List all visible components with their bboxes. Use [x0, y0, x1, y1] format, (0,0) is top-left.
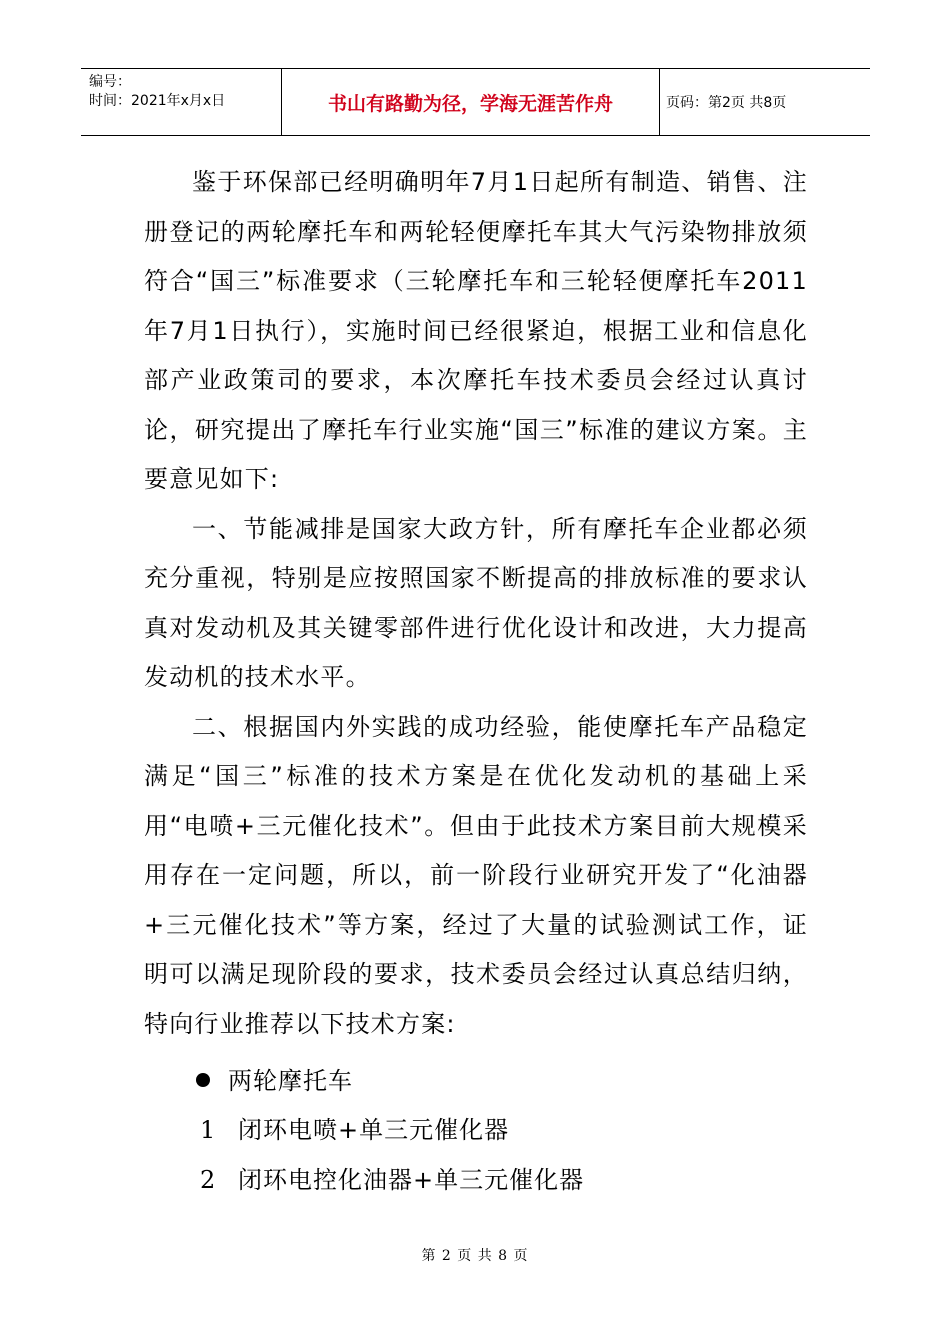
- list-item: [200, 1115, 509, 1145]
- bullet-item: [196, 1066, 353, 1096]
- list-item: [200, 1165, 584, 1195]
- list-item-number: 2: [200, 1166, 217, 1194]
- paragraph-point-one: 一、节能减排是国家大政方针，所有摩托车企业都必须充分重视，特别是应按照国家不断提高的排放标准的要求认真对发动机及其关键零部件进行优化设计和改进，大力提高发动机的技术水平。: [144, 514, 808, 691]
- document-number-label: 编号：: [89, 74, 131, 90]
- header-motto: 书山有路勤为径，学海无涯苦作舟: [281, 69, 660, 135]
- list-item-number: 1: [200, 1116, 217, 1144]
- header-meta: [81, 69, 281, 135]
- document-time-label: 时间：2021年x月x日: [89, 93, 226, 109]
- bullet-dot-icon: [196, 1073, 210, 1087]
- page-header: [81, 68, 870, 136]
- page-footer: 第 2 页 共 8 页: [421, 1248, 529, 1264]
- document-body: [144, 158, 808, 1049]
- paragraph-intro: 鉴于环保部已经明确明年7月1日起所有制造、销售、注册登记的两轮摩托车和两轮轻便摩托车其大气污染物排放须符合“国三”标准要求（三轮摩托车和三轮轻便摩托车2011年7月1日执行），实施时间已经很紧迫，根据工业和信息化部产业政策司的要求，本次摩托车技术委员会经过认真讨论，研究提出了摩托车行业实施“国三”标准的建议方案。主要意见如下:: [144, 168, 808, 493]
- list-item-text: 闭环电喷+单三元催化器: [238, 1116, 510, 1144]
- list-item-text: 闭环电控化油器+单三元催化器: [238, 1166, 585, 1194]
- paragraph-point-two: 二、根据国内外实践的成功经验，能使摩托车产品稳定满足“国三”标准的技术方案是在优化发动机的基础上采用“电喷+三元催化技术”。但由于此技术方案目前大规模采用存在一定问题，所以，前一阶段行业研究开发了“化油器+三元催化技术”等方案，经过了大量的试验测试工作，证明可以满足现阶段的要求，技术委员会经过认真总结归纳，特向行业推荐以下技术方案:: [144, 712, 808, 1038]
- bullet-label: 两轮摩托车: [228, 1067, 353, 1095]
- header-page-info: 页码：第2页 共8页: [666, 95, 787, 111]
